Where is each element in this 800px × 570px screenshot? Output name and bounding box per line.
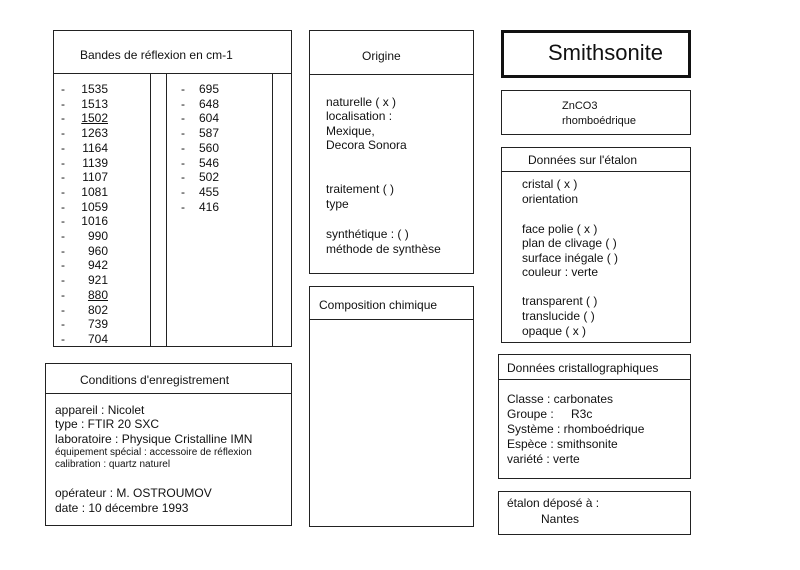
composition-panel [309,286,474,527]
cristal-text: cristal ( x ) [522,177,578,191]
opaque-text: opaque ( x ) [522,324,587,338]
band-value: 942 [87,258,108,273]
composition-header [310,287,473,320]
band-value: 1513 [81,96,108,111]
band-value: 1263 [81,126,108,141]
band-dash: - [181,155,185,170]
orientation-text: orientation [522,192,579,206]
naturelle-text: naturelle ( x ) [326,95,397,109]
band-value: 1502 [81,111,108,126]
band-dash: - [61,331,65,346]
band-value: 704 [87,331,108,346]
bandes-title: Bandes de réflexion en cm-1 [80,48,233,62]
band-value: 546 [198,155,219,170]
groupe-value: R3c [571,407,593,421]
traitement-text: traitement ( ) [326,182,395,196]
band-value: 560 [198,140,219,155]
type-text: type : FTIR 20 SXC [55,417,160,431]
type-traitement-text: type [326,197,349,211]
bandes-header [54,31,291,74]
band-value: 802 [87,302,108,317]
band-dash: - [61,243,65,258]
mineral-title-box [501,30,691,78]
band-value: 921 [87,273,108,288]
mineral-name: Smithsonite [548,40,663,65]
transparent-text: transparent ( ) [522,294,598,308]
systeme-text: Système : rhomboédrique [507,422,645,436]
operateur-text: opérateur : M. OSTROUMOV [55,486,212,500]
band-dash: - [61,258,65,273]
band-dash: - [181,184,185,199]
band-value: 1016 [81,214,108,229]
groupe-label: Groupe : [507,407,554,421]
band-dash: - [61,273,65,288]
band-value: 695 [198,82,219,96]
column-divider [166,74,167,346]
couleur-text: couleur : verte [522,265,599,279]
band-dash: - [181,111,185,126]
band-dash: - [61,199,65,214]
band-value: 739 [87,317,108,332]
band-dash: - [61,214,65,229]
conditions-title: Conditions d'enregistrement [80,373,230,387]
localisation-place: Decora Sonora [326,138,407,152]
band-value: 990 [87,229,108,243]
conditions-header [46,364,291,394]
translucide-text: translucide ( ) [522,309,595,323]
band-value: 604 [198,111,219,126]
date-text: date : 10 décembre 1993 [55,501,189,515]
band-value: 1164 [82,140,108,155]
band-dash: - [181,126,185,141]
laboratoire-text: laboratoire : Physique Cristalline IMN [55,432,253,446]
surface-text: surface inégale ( ) [522,251,619,265]
origine-header [310,31,473,75]
calibration-text: calibration : quartz naturel [55,459,171,470]
column-divider [272,74,273,346]
band-dash: - [61,126,65,141]
band-value: 455 [198,184,219,199]
band-value: 416 [198,199,219,214]
band-dash: - [61,140,65,155]
cristallo-title: Données cristallographiques [507,361,659,375]
cristallo-panel [498,354,691,479]
band-dash: - [61,82,65,96]
band-dash: - [61,317,65,332]
band-value: 587 [198,126,219,141]
column-divider [150,74,151,346]
band-dash: - [61,229,65,243]
band-dash: - [181,96,185,111]
band-dash: - [61,302,65,317]
appareil-text: appareil : Nicolet [55,403,145,417]
variete-text: variété : verte [507,452,580,466]
composition-title: Composition chimique [319,298,438,312]
localisation-text: localisation : [326,109,393,123]
band-dash: - [181,140,185,155]
bandes-panel [53,30,292,347]
band-dash: - [61,96,65,111]
band-value: 1107 [82,170,108,185]
origine-title: Origine [362,49,401,63]
espece-text: Espèce : smithsonite [507,437,618,451]
equipement-text: équipement spécial : accessoire de réflexion [55,447,252,458]
synthetique-text: synthétique : ( ) [326,227,409,241]
formula-system: rhomboédrique [562,115,636,127]
band-dash: - [61,111,65,126]
etalon-title: Données sur l'étalon [528,153,638,167]
band-dash: - [181,82,185,96]
cristallo-header [499,355,690,380]
depot-label: étalon déposé à : [507,496,600,510]
band-value: 1535 [81,82,108,96]
face-polie-text: face polie ( x ) [522,222,598,236]
band-dash: - [61,287,65,302]
formula-text: ZnCO3 [562,100,598,112]
band-dash: - [61,155,65,170]
band-value: 1059 [81,199,108,214]
localisation-country: Mexique, [326,124,375,138]
formula-box [501,90,691,135]
methode-text: méthode de synthèse [326,242,441,256]
classe-text: Classe : carbonates [507,392,614,406]
depot-location: Nantes [541,512,580,526]
band-dash: - [181,170,185,185]
band-dash: - [61,184,65,199]
band-value: 648 [198,96,219,111]
band-value: 1139 [82,155,108,170]
plan-clivage-text: plan de clivage ( ) [522,236,617,250]
etalon-header [502,148,690,172]
origine-panel [309,30,474,274]
band-value: 880 [87,287,108,302]
band-value: 960 [87,243,108,258]
band-value: 502 [198,170,219,185]
depot-panel [498,491,691,535]
band-dash: - [61,170,65,185]
band-dash: - [181,199,185,214]
conditions-panel [45,363,292,526]
etalon-panel [501,147,691,343]
band-value: 1081 [81,184,108,199]
